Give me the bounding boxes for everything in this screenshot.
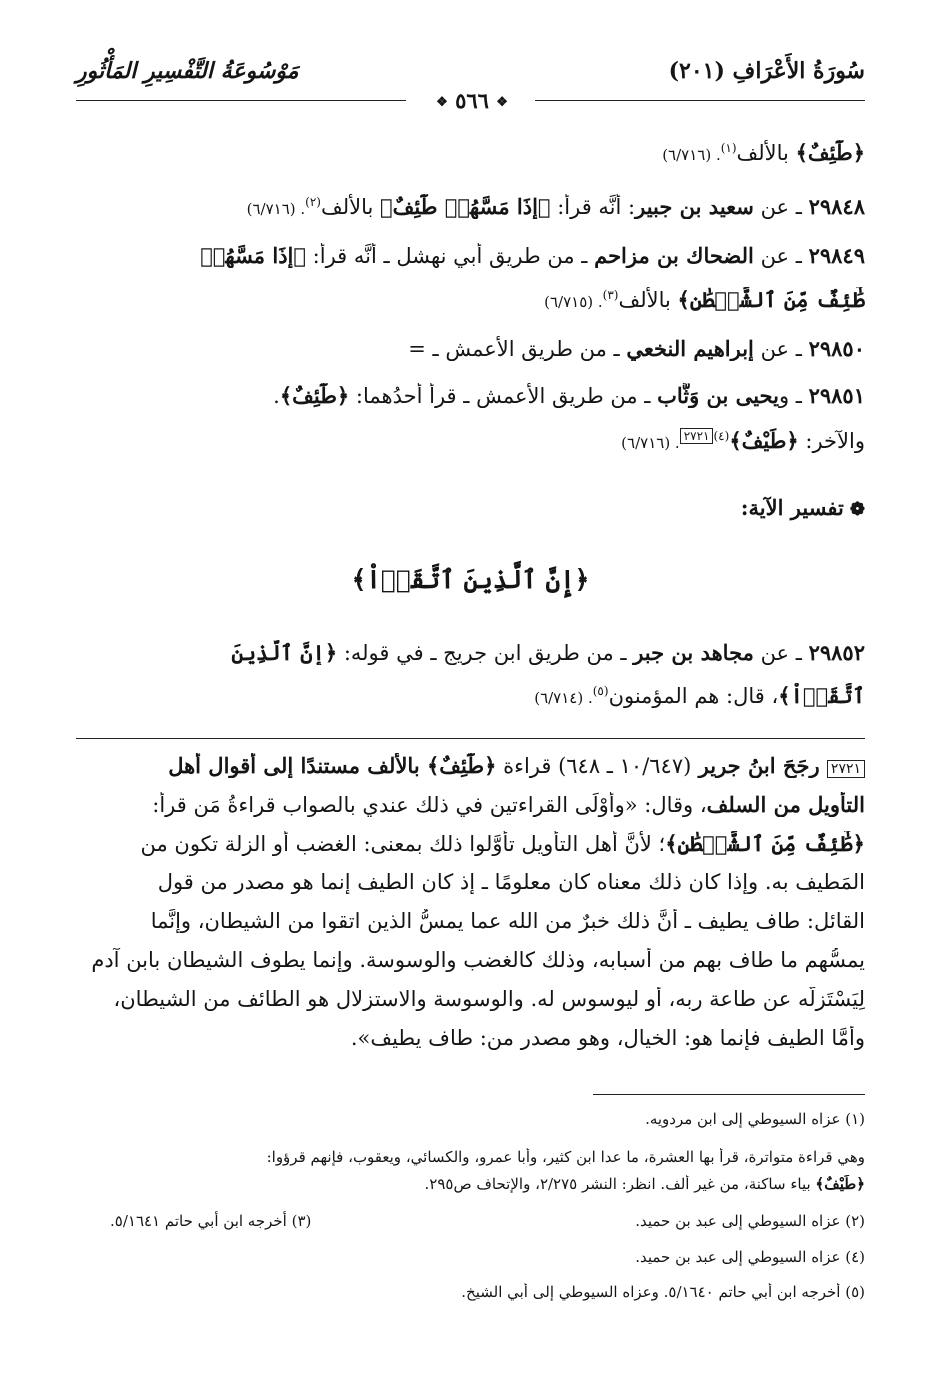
quran-quote: ﴿طَٰٓئِفٌ﴾ [426, 753, 497, 778]
tarjih-text: لِيَسْتَزِلَّه عن طاعة ربه، أو ليوسوس له. والوسوسة والاستزلال هو الطائف من الشيطان، [113, 987, 865, 1011]
surah-title: سُورَةُ الأَعْرَافِ (٢٠١) [668, 58, 865, 84]
report-pre: ـ عن [753, 244, 809, 268]
report-number: ٢٩٨٥٢ [808, 640, 865, 665]
tarjih-text: القائل: طاف يطيف ـ أنَّ ذلك خبرٌ من الله عما يمسُّ الذين اتقوا من الشيطان، وإنَّما [150, 909, 865, 933]
footnote-marker: (٥) [592, 684, 609, 698]
report-text: بالألف [618, 288, 678, 312]
report-pre: ـ عن [753, 337, 809, 361]
quran-quote: ﴿إِذَا مَسَّهُمۡ [200, 243, 306, 268]
volume-reference: . (٦/٧١٦) [621, 434, 680, 452]
narrator-name: سعيد بن جبير [635, 194, 754, 219]
footnote-marker: (٣) [602, 288, 619, 302]
report-text: : أنَّه قرأ: [550, 195, 636, 219]
page-number-value: ٥٦٦ [455, 88, 489, 113]
volume-reference: . (٦/٧١٤) [534, 689, 593, 707]
narrator-name: الضحاك بن مزاحم [594, 243, 754, 268]
ornament-icon: ❖ [496, 95, 508, 110]
report-29851 [76, 383, 865, 408]
tarjih-box-number: ٢٧٢١ [827, 760, 865, 778]
quran-quote: ﴿طَٰٓئِفٌ﴾ [795, 140, 865, 165]
report-pre: ـ عن [753, 195, 809, 219]
report-29849 [76, 243, 865, 268]
report-pre: ـ و [778, 384, 809, 408]
flower-ornament-icon: ❁ [849, 499, 865, 520]
report-29850 [76, 336, 865, 361]
ornament-icon: ❖ [436, 95, 448, 110]
report-text: ، قال: هم المؤمنون [608, 684, 779, 708]
tarjih-text-bold: بالألف مستندًا إلى أقوال أهل [168, 753, 427, 778]
section-heading [741, 495, 865, 520]
footnote-4: (٤) عزاه السيوطي إلى عبد بن حميد. [635, 1248, 865, 1266]
report-pre: ـ عن [753, 641, 809, 665]
header-rule-right [535, 100, 865, 101]
quran-quote: ﴿طَيْفٌ﴾ [815, 1175, 865, 1193]
footnote-2: (٢) عزاه السيوطي إلى عبد بن حميد. [635, 1212, 865, 1230]
report-text: ـ من طريق أبي نهشل ـ أنَّه قرأ: [306, 244, 595, 268]
tarjih-line-7 [76, 987, 865, 1011]
report-number: ٢٩٨٥١ [808, 383, 865, 408]
footnote-marker: (٢) [305, 195, 321, 209]
quran-quote: ﴿طَٰٓئِفٌ﴾ [279, 383, 350, 408]
report-text: ـ من طريق الأعمش ـ = [408, 337, 627, 361]
report-number: ٢٩٨٥٠ [808, 336, 865, 361]
quran-quote: طَٰٓئِفٌ مِّنَ ٱلشَّيۡطَٰنِ﴾ [677, 287, 865, 312]
report-29852-cont [76, 683, 865, 708]
footnote-3: (٣) أخرجه ابن أبي حاتم ٥/١٦٤١. [110, 1212, 312, 1230]
tarjih-line-5 [76, 909, 865, 933]
tarjih-line-1 [76, 753, 865, 778]
tarjih-line-6 [76, 948, 865, 972]
tarjih-text: ؛ لأنَّ أهل التأويل تأوَّلوا ذلك بمعنى: الغضب أو الزلة تكون من [140, 832, 666, 856]
tarjih-line-8 [76, 1026, 865, 1050]
volume-reference: . (٦/٧١٥) [544, 293, 603, 311]
report-text: ـ من طريق الأعمش ـ قرأ أحدُهما: [349, 384, 658, 408]
report-29849-cont [76, 287, 865, 312]
report-text: ـ من طريق ابن جريج ـ في قوله: [337, 641, 634, 665]
report-number: ٢٩٨٤٩ [808, 243, 865, 268]
tarjih-text: وأمَّا الطيف فإنما هو: الخيال، وهو مصدر من: طاف يطيف». [350, 1026, 865, 1050]
narrator-name: إبراهيم النخعي [626, 336, 754, 361]
footnote-5: (٥) أخرجه ابن أبي حاتم ٥/١٦٤٠. وعزاه السيوطي إلى أبي الشيخ. [461, 1283, 865, 1301]
narrator-name: مجاهد بن جبر [633, 640, 754, 665]
quran-quote: ﴿إِنَّ ٱلَّذِينَ [231, 640, 338, 665]
report-text: والآخر: [798, 429, 865, 453]
tarjih-ref: (١٠/٦٤٧ ـ ٦٤٨) [558, 754, 692, 778]
footnote-1: (١) عزاه السيوطي إلى ابن مردويه. [645, 1110, 865, 1128]
footnote-marker: (٤) [713, 429, 730, 443]
tarjih-line-4 [76, 870, 865, 894]
footnote-divider [593, 1094, 865, 1095]
report-29852 [76, 640, 865, 665]
tarjih-text: قراءة [496, 754, 559, 778]
report-end: . [273, 384, 280, 408]
report-post: بالألف [320, 195, 381, 219]
page-number [412, 88, 532, 113]
reading-text: بالألف [736, 141, 796, 165]
tarjih-text: يمسُّهم ما طاف بهم من أسبابه، وذلك كالغضب والوسوسة. وإنما يطوف الشيطان بابن آدم [91, 948, 865, 972]
ayah-heading: ﴿إِنَّ ٱلَّذِينَ ٱتَّقَوۡاْ﴾ [351, 565, 590, 594]
quran-quote: ﴿إِذَا مَسَّهُمۡ طَٰٓئِفٌ﴾ [380, 194, 551, 219]
volume-reference: . (٦/٧١٦) [662, 146, 721, 164]
tarjih-line-2 [76, 792, 865, 817]
header-rule-left [76, 100, 406, 101]
footnote-text: بياء ساكنة، من غير ألف. انظر: النشر ٢/٢٧٥، والإتحاف ص٢٩٥. [424, 1175, 816, 1193]
footnote-marker: (١) [720, 141, 737, 155]
reading-continuation [76, 140, 865, 165]
footnote-1-cont-2 [76, 1175, 865, 1193]
tarjih-text: ، وقال: «وأَوْلَى القراءتين في ذلك عندي بالصواب قراءةُ مَن قرأ: [152, 793, 707, 817]
tarjih-box-marker: ٢٧٢١ [680, 428, 714, 444]
report-29848 [76, 194, 865, 219]
report-29851-cont [76, 428, 865, 453]
volume-reference: . (٦/٧١٦) [246, 200, 306, 218]
tarjih-text: المَطيف به. وإذا كان ذلك معناه كان معلومًا ـ إذ كان الطيف إنما هو مصدر من قول [157, 870, 865, 894]
narrator-name: يحيى بن وَثَّاب [657, 383, 779, 408]
tarjih-divider [76, 738, 865, 739]
quran-quote: ٱتَّقَوۡاْ﴾ [778, 683, 865, 708]
section-title: تفسير الآية: [740, 495, 844, 520]
tarjih-line-3 [76, 831, 865, 856]
tarjih-text-bold: التأويل من السلف [706, 792, 865, 817]
book-title: مَوْسُوعَةُ التَّفْسِيرِ المَأْثُورِ [76, 58, 299, 84]
quran-quote: ﴿طَٰٓئِفٌ مِّنَ ٱلشَّيۡطَٰنِ﴾ [665, 831, 865, 856]
report-number: ٢٩٨٤٨ [808, 194, 865, 219]
quran-quote: ﴿طَيْفٌ﴾ [729, 428, 799, 453]
footnote-1-cont: وهي قراءة متواترة، قرأ بها العشرة، ما عدا ابن كثير، وأبا عمرو، والكسائي، ويعقوب، فإنهم قرؤوا: [266, 1148, 865, 1166]
tarjih-author: رجَحَ ابنُ جرير [691, 753, 827, 778]
